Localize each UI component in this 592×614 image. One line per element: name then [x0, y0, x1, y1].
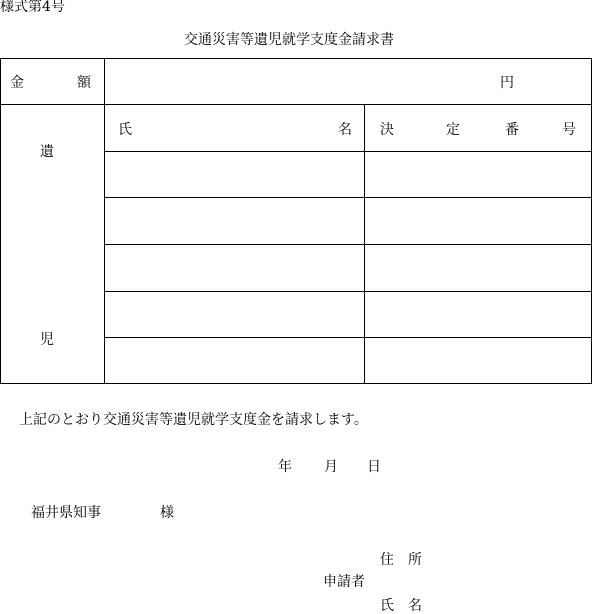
applicant-label: 申請者	[323, 574, 365, 590]
address-label: 所	[408, 552, 422, 568]
decision-number-column-header: 番	[505, 122, 519, 138]
decision-number-column-header: 定	[446, 122, 460, 138]
honorific: 様	[160, 505, 174, 521]
table-divider-name-col	[364, 104, 365, 384]
table-divider-row	[104, 197, 592, 198]
date-year-label: 年	[278, 459, 292, 475]
amount-label: 額	[77, 75, 91, 91]
table-border-top	[0, 58, 592, 59]
name-column-header: 名	[338, 122, 352, 138]
address-label: 住	[380, 552, 394, 568]
document-title: 交通災害等遺児就学支度金請求書	[184, 32, 394, 48]
declaration-text: 上記のとおり交通災害等遺児就学支度金を請求します。	[19, 412, 368, 428]
table-divider-row	[104, 337, 592, 338]
decision-number-column-header: 号	[562, 122, 576, 138]
yen-unit-label: 円	[500, 75, 514, 91]
decision-number-column-header: 決	[380, 122, 394, 138]
bereaved-child-label: 遺	[40, 144, 54, 160]
table-border-bottom	[0, 383, 592, 384]
table-border-left	[0, 58, 1, 384]
amount-label: 金	[10, 75, 24, 91]
table-divider-amount	[0, 104, 592, 105]
table-divider-row	[104, 244, 592, 245]
date-day-label: 日	[367, 459, 381, 475]
table-divider-row	[104, 291, 592, 292]
date-month-label: 月	[324, 459, 338, 475]
bereaved-child-label: 児	[40, 332, 54, 348]
table-divider-header	[104, 151, 592, 152]
form-number: 様式第4号	[0, 0, 65, 15]
addressee: 福井県知事	[31, 505, 101, 521]
table-divider-label-col	[104, 58, 105, 384]
name-column-header: 氏	[118, 122, 132, 138]
applicant-name-label: 氏	[380, 598, 394, 614]
applicant-name-label: 名	[408, 598, 422, 614]
